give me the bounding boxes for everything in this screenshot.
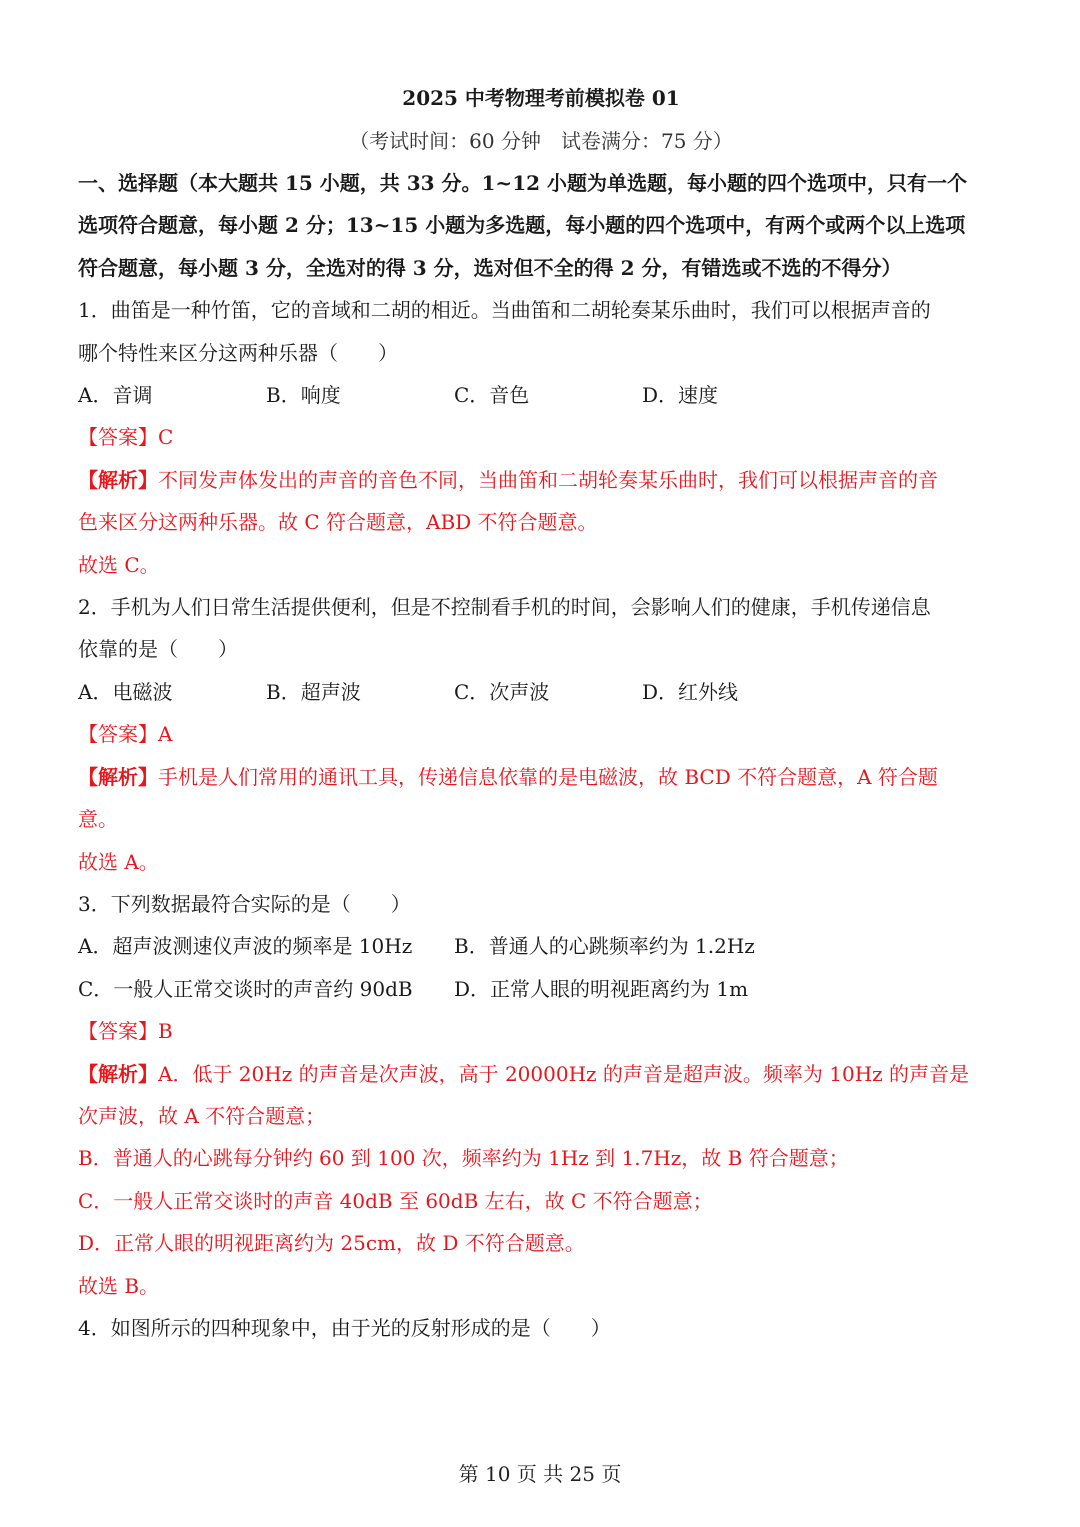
q1-option-d: D．速度	[642, 383, 719, 408]
q2-option-d: D．红外线	[642, 679, 739, 704]
q2-option-b: B．超声波	[266, 679, 361, 704]
q3-options-row-1	[78, 925, 1004, 967]
section-line-2: 选项符合题意，每小题 2 分；13~15 小题为多选题，每小题的四个选项中，有两个或两个以上选项	[78, 213, 966, 238]
section-instructions	[78, 162, 1004, 289]
q2-stem-1: 2．手机为人们日常生活提供便利，但是不控制看手机的时间，会影响人们的健康，手机传递信息	[78, 595, 931, 620]
q1-analysis-1	[78, 459, 1004, 501]
q3-analysis-5: D．正常人眼的明视距离约为 25cm，故 D 不符合题意。	[78, 1231, 585, 1256]
q1-answer: 【答案】C	[78, 425, 174, 450]
q1-options	[78, 374, 1004, 416]
question-4	[78, 1307, 1004, 1349]
q3-answer: 【答案】B	[78, 1019, 173, 1044]
q1-stem-1: 1．曲笛是一种竹笛，它的音域和二胡的相近。当曲笛和二胡轮奏某乐曲时，我们可以根据声音的	[78, 298, 931, 323]
q3-analysis-4: C．一般人正常交谈时的声音 40dB 至 60dB 左右，故 C 不符合题意；	[78, 1188, 713, 1213]
q3-conclusion: 故选 B。	[78, 1273, 160, 1298]
q1-option-b: B．响度	[266, 383, 341, 408]
q2-conclusion: 故选 A。	[78, 849, 159, 874]
q1-option-c: C．音色	[454, 383, 530, 408]
q4-stem: 4．如图所示的四种现象中，由于光的反射形成的是（ ）	[78, 1315, 611, 1340]
q1-analysis-text-1: 不同发声体发出的声音的音色不同，当曲笛和二胡轮奏某乐曲时，我们可以根据声音的音	[158, 467, 938, 492]
q3-analysis-3: B．普通人的心跳每分钟约 60 到 100 次，频率约为 1Hz 到 1.7Hz，故 B 符合题意；	[78, 1146, 849, 1171]
exam-page	[78, 80, 1004, 1349]
exam-subtitle: （考试时间：60 分钟 试卷满分：75 分）	[349, 129, 733, 153]
q1-stem-2: 哪个特性来区分这两种乐器（ ）	[78, 340, 398, 365]
exam-title: 2025 中考物理考前模拟卷 01	[402, 86, 680, 110]
section-line-3: 符合题意，每小题 3 分，全选对的得 3 分，选对但不全的得 2 分，有错选或不选的不得分）	[78, 255, 902, 280]
q3-analysis-label: 【解析】	[78, 1061, 158, 1086]
q3-option-a: A．超声波测速仪声波的频率是 10Hz	[78, 934, 413, 959]
q2-analysis-text-1: 手机是人们常用的通讯工具，传递信息依靠的是电磁波，故 BCD 不符合题意，A 符合题	[158, 764, 938, 789]
q1-analysis-label: 【解析】	[78, 467, 158, 492]
q2-analysis-1	[78, 756, 1004, 798]
q3-analysis-2: 次声波，故 A 不符合题意；	[78, 1103, 326, 1128]
page-footer: 第 10 页 共 25 页	[458, 1462, 622, 1486]
q2-answer: 【答案】A	[78, 722, 173, 747]
question-3	[78, 883, 1004, 1307]
q1-analysis-2: 色来区分这两种乐器。故 C 符合题意，ABD 不符合题意。	[78, 510, 598, 535]
section-line-1: 一、选择题（本大题共 15 小题，共 33 分。1~12 小题为单选题，每小题的四个选项中，只有一个	[78, 171, 967, 195]
q3-option-d: D．正常人眼的明视距离约为 1m	[454, 976, 749, 1001]
q2-stem-2: 依靠的是（ ）	[78, 637, 238, 662]
q2-options	[78, 671, 1004, 713]
q3-option-b: B．普通人的心跳频率约为 1.2Hz	[454, 934, 755, 959]
q2-analysis-label: 【解析】	[78, 764, 158, 789]
q3-analysis-text-1: A．低于 20Hz 的声音是次声波，高于 20000Hz 的声音是超声波。频率为 10Hz 的声音是	[158, 1061, 970, 1086]
q2-option-a: A．电磁波	[78, 679, 173, 704]
q2-option-c: C．次声波	[454, 679, 550, 704]
q3-stem: 3．下列数据最符合实际的是（ ）	[78, 891, 411, 916]
q3-analysis-1	[78, 1053, 1004, 1095]
q3-option-c: C．一般人正常交谈时的声音约 90dB	[78, 976, 413, 1001]
question-1	[78, 289, 1004, 586]
q2-analysis-2: 意。	[78, 807, 118, 832]
q1-conclusion: 故选 C。	[78, 552, 160, 577]
q3-options-row-2	[78, 968, 1004, 1010]
question-2	[78, 586, 1004, 883]
q1-option-a: A．音调	[78, 383, 153, 408]
